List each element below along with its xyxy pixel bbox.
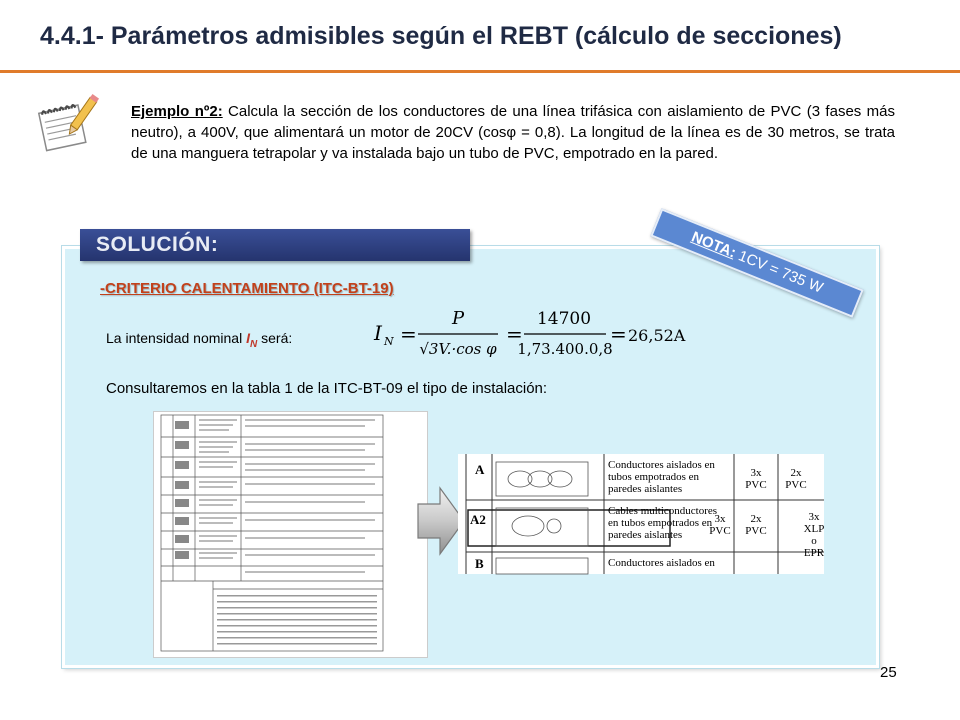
formula-den1: √3V.·cos φ (419, 340, 497, 358)
note-text: 1CV = 735 W (732, 245, 826, 297)
desc-b-line1: Conductores aislados en (608, 557, 715, 569)
cell-a2-col1-l2: PVC (709, 525, 731, 537)
desc-a2-line3: paredes aislantes (608, 529, 683, 541)
page-title: 4.4.1- Parámetros admisibles según el REBT (cálculo de secciones) (40, 22, 842, 50)
cell-a-col1-l2: PVC (745, 479, 767, 491)
cell-a2-col3-l2: XLP (803, 523, 825, 535)
title-underline (0, 70, 960, 73)
intensity-prefix: La intensidad nominal (106, 330, 247, 346)
cell-a2-col1-l1: 3x (714, 513, 726, 525)
svg-text:=: = (506, 322, 523, 346)
desc-a-line3: paredes aislantes (608, 483, 683, 495)
solution-banner (80, 229, 470, 261)
cell-a2-col2-l1: 2x (750, 513, 762, 525)
formula-num1: P (451, 308, 465, 329)
cell-a2-col3-l4: EPR (803, 547, 825, 559)
cell-a2-col3-l1: 3x (808, 511, 820, 523)
intensity-label (106, 330, 292, 350)
note-label: NOTA: (689, 228, 739, 262)
svg-text:=: = (400, 322, 417, 346)
intensity-symbol: $I_N$ (246, 330, 258, 350)
row-a-label: A (475, 462, 485, 477)
solution-banner-label: SOLUCIÓN: (96, 233, 219, 256)
desc-a-line2: tubos empotrados en (608, 471, 700, 483)
cell-a-col2-l1: 2x (790, 467, 802, 479)
example-label: Ejemplo nº2: (131, 103, 223, 120)
notepad-pencil-icon (36, 96, 98, 154)
row-b-label: B (475, 556, 484, 571)
example-text: Calcula la sección de los conductores de una línea trifásica con aislamiento de PVC (3 fases más neutro), a 400V, que alimentará un motor de 20CV (cosφ = 0,8). La longitud de la línea es de 30 metros, se trata de una manguera tetrapolar y va instalada bajo un tubo de PVC, empotrado en la pared. (131, 103, 895, 162)
itc-bt-09-table-thumbnail (153, 411, 428, 658)
intensity-suffix: será: (257, 330, 293, 346)
svg-text:=: = (610, 322, 627, 346)
current-formula (372, 304, 686, 364)
cell-a-col1-l1: 3x (750, 467, 762, 479)
desc-a2-line2: en tubos empotrados en (608, 517, 713, 529)
formula-lhs: I (374, 321, 382, 345)
consult-text: Consultaremos en la tabla 1 de la ITC-BT-09 el tipo de instalación: (106, 380, 548, 397)
formula-lhs-sub: N (384, 335, 394, 348)
formula-den2: 1,73.400.0,8 (517, 340, 613, 358)
example-statement (131, 101, 895, 164)
formula-result: 26,52A (628, 326, 686, 345)
row-a2-label: A2 (470, 512, 486, 527)
page-number: 25 (880, 664, 897, 681)
cell-a-col2-l2: PVC (785, 479, 807, 491)
zoomed-table-excerpt (458, 454, 824, 574)
desc-a-line1: Conductores aislados en (608, 459, 715, 471)
cell-a2-col3-l3: o (811, 535, 817, 547)
criterion-heading: -CRITERIO CALENTAMIENTO (ITC-BT-19) (100, 280, 394, 297)
cell-a2-col2-l2: PVC (745, 525, 767, 537)
desc-a2-line1: Cables multiconductores (608, 505, 718, 517)
formula-num2: 14700 (536, 309, 592, 329)
